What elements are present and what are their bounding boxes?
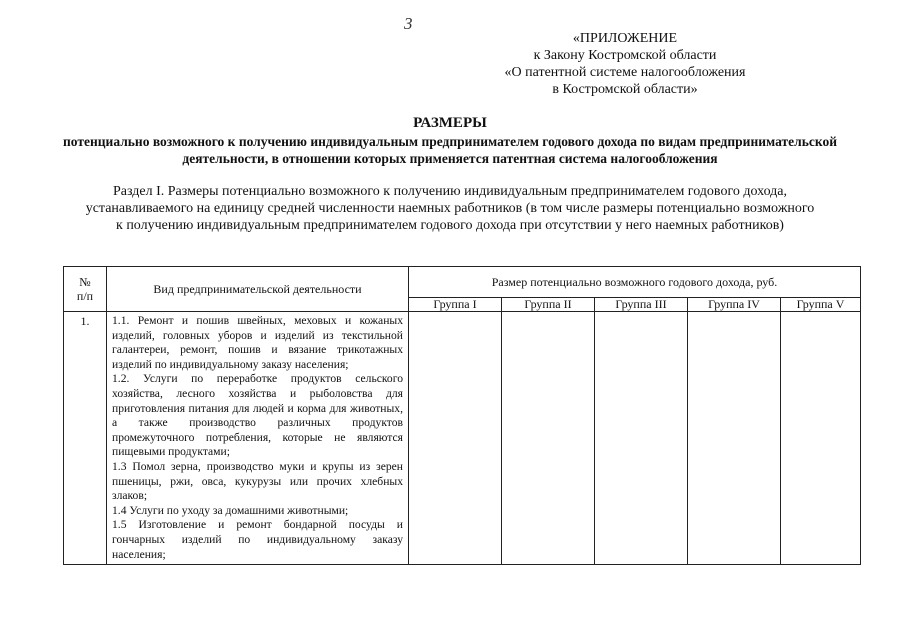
column-header-activity: Вид предпринимательской деятельности: [107, 267, 409, 312]
group-value-cell: [688, 312, 781, 565]
column-header-number-line: п/п: [76, 289, 94, 303]
group-value-cell: [595, 312, 688, 565]
column-header-group: Группа IV: [688, 298, 781, 312]
appendix-line: в Костромской области»: [552, 82, 698, 97]
activity-item: 1.3 Помол зерна, производство муки и крупы из зерен пшеницы, ржи, овса, кукурузы или прочих хлебных злаков;: [112, 459, 403, 503]
activity-item: 1.4 Услуги по уходу за домашними животными;: [112, 503, 349, 517]
column-header-group: Группа I: [409, 298, 502, 312]
column-header-group: Группа V: [781, 298, 861, 312]
section-heading: Раздел I. Размеры потенциально возможного к получению индивидуальным предпринимателем годового дохода, устанавливаемого на единицу средней численности наемных работников (в том числе размеры потенциально возможного к получению индивидуальным предпринимателем годового дохода при отсутствии у него наемных работников): [85, 184, 815, 233]
income-table: [63, 266, 861, 565]
column-header-income-size: Размер потенциально возможного годового дохода, руб.: [409, 267, 861, 298]
activity-item: 1.5 Изготовление и ремонт бондарной посуды и гончарных изделий по индивидуальному заказу населения;: [112, 518, 403, 561]
activity-item: 1.1. Ремонт и пошив швейных, меховых и кожаных изделий, головных уборов и изделий из текстильной галантереи, ремонт, пошив и вязание трикотажных изделий по индивидуальному заказу населения;: [112, 314, 403, 371]
activity-item: 1.2. Услуги по переработке продуктов сельского хозяйства, лесного хозяйства и рыболовства для приготовления питания для людей и корма для животных, а также производство различных продуктов промежуточного потребления, которые не являются пищевыми продуктами;: [112, 372, 403, 459]
activity-list: [112, 314, 403, 562]
appendix-header: [470, 30, 780, 98]
table-row: [64, 312, 861, 565]
appendix-line: к Закону Костромской области: [533, 48, 717, 63]
table-header-row: [64, 267, 861, 298]
column-header-number-line: №: [79, 275, 91, 289]
group-value-cell: [502, 312, 595, 565]
column-header-group: Группа II: [502, 298, 595, 312]
appendix-line: «О патентной системе налогообложения: [504, 65, 746, 80]
page-number: 3: [404, 14, 413, 33]
appendix-line: «ПРИЛОЖЕНИЕ: [572, 31, 678, 46]
column-header-number: [64, 267, 107, 312]
activity-cell: [107, 312, 409, 565]
row-number: 1.: [64, 312, 107, 565]
column-header-group: Группа III: [595, 298, 688, 312]
group-value-cell: [781, 312, 861, 565]
document-title: РАЗМЕРЫ: [413, 115, 487, 131]
document-subtitle: потенциально возможного к получению индивидуальным предпринимателем годового дохода по видам предпринимательской деятельности, в отношении которых применяется патентная система налогообложения: [63, 134, 837, 166]
group-value-cell: [409, 312, 502, 565]
